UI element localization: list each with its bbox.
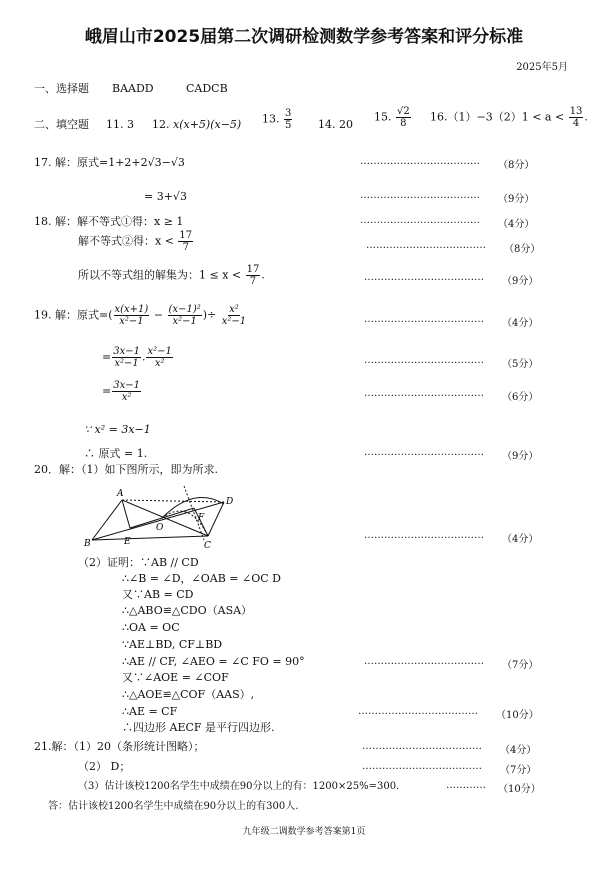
label-b: B xyxy=(84,539,91,548)
q19-line-4: ∵ x² = 3x−1 xyxy=(84,423,151,436)
q17-line-1: 17. 解：原式=1+2+2√3−√3 xyxy=(34,156,185,169)
date: 2025年5月 xyxy=(516,62,568,73)
q21-answer: 答：估计该校1200名学生中成绩在90分以上的有300人. xyxy=(48,801,299,812)
section-2-label: 二、填空题 xyxy=(34,118,89,131)
q20-proof-5: ∴OA = OC xyxy=(122,621,180,634)
score: （4分） xyxy=(502,534,539,545)
choice-answers-1: BAADD xyxy=(112,82,154,95)
label-o: O xyxy=(156,523,164,533)
score: （5分） xyxy=(502,359,539,370)
parallelogram-figure xyxy=(84,478,244,548)
score: （4分） xyxy=(498,219,535,230)
q19-line-3: = $\frac{3x-1}{\text{x²}}$ xyxy=(102,380,140,403)
dots: ……………………………… xyxy=(364,388,484,399)
dots: ……………………………… xyxy=(360,215,480,226)
dots: ……………………………… xyxy=(358,706,478,717)
score: （10分） xyxy=(498,784,541,795)
dots: ……………………………… xyxy=(362,761,482,772)
answer-15: 15. $\frac{√2}{8}$ xyxy=(374,106,410,129)
score: （8分） xyxy=(498,160,535,171)
dots: ……………………………… xyxy=(362,741,482,752)
q21-line-1: 21.解：（1）20（条形统计图略）； xyxy=(34,740,205,753)
choice-answers-2: CADCB xyxy=(186,82,228,95)
answer-13: 13. $\frac{3}{5}$ xyxy=(262,108,292,131)
score: （8分） xyxy=(504,244,541,255)
score: （9分） xyxy=(502,276,539,287)
answer-16: 16.（1）−3（2）1 < a < $\frac{13}{4}$ . xyxy=(430,106,588,129)
q20-line-1: 20．解：（1）如下图所示，即为所求. xyxy=(34,463,218,476)
dots: ……………………………… xyxy=(364,355,484,366)
dots: ……………………………… xyxy=(360,190,480,201)
score: （6分） xyxy=(502,392,539,403)
label-a: A xyxy=(117,489,124,499)
q20-proof-3: 又∵AB = CD xyxy=(122,588,194,601)
q19-line-1: 19. 解：原式=( $\frac{x(x+1)}{\text{x²−1}}$ − $\frac{\text{(x−1)²}}{\text{x²−1}}$ )÷ $\frac{\text{x²}}{\text{x²−1}}$ xyxy=(34,304,247,327)
q20-proof-10: ∴AE = CF xyxy=(122,705,178,718)
answer-14: 14. 20 xyxy=(318,118,353,131)
q20-proof-1: （2）证明：∵AB // CD xyxy=(78,556,199,569)
dots: ……………………………… xyxy=(364,447,484,458)
q18-line-1: 18. 解：解不等式①得：x ≥ 1 xyxy=(34,215,184,228)
dots: ………… xyxy=(446,780,486,791)
score: （4分） xyxy=(502,318,539,329)
q19-line-2: = $\frac{3x-1}{\text{x²−1}}$ . $\frac{\text{x²−1}}{\text{x²}}$ xyxy=(102,346,172,369)
page-title: 峨眉山市2025届第二次调研检测数学参考答案和评分标准 xyxy=(84,27,524,47)
q20-proof-2: ∴∠B = ∠D，∠OAB = ∠OC D xyxy=(122,572,281,585)
q20-proof-8: 又∵∠AOE = ∠COF xyxy=(122,671,229,684)
q21-line-2: （2） D； xyxy=(78,760,131,773)
q20-proof-4: ∴△ABO≌△CDO（ASA） xyxy=(122,604,253,617)
dots: ……………………………… xyxy=(364,530,484,541)
score: （7分） xyxy=(502,660,539,671)
page-footer: 九年级二调数学参考答案第1页 xyxy=(242,827,366,837)
q18-line-3: 所以不等式组的解集为：1 ≤ x < $\frac{17}{7}$ . xyxy=(78,264,265,287)
label-c: C xyxy=(204,541,211,548)
section-1-label: 一、选择题 xyxy=(34,82,89,95)
score: （9分） xyxy=(498,194,535,205)
dots: ……………………………… xyxy=(364,314,484,325)
q20-proof-11: ∴四边形 AECF 是平行四边形. xyxy=(122,721,275,734)
q20-proof-6: ∵AE⊥BD, CF⊥BD xyxy=(122,638,223,651)
dots: ……………………………… xyxy=(364,272,484,283)
answer-12: 12. x(x+5)(x−5) xyxy=(152,118,242,131)
q20-proof-7: ∴AE // CF, ∠AEO = ∠C FO = 90° xyxy=(122,655,305,668)
answer-11: 11. 3 xyxy=(106,118,134,131)
label-d: D xyxy=(226,497,234,507)
q17-line-2: = 3+√3 xyxy=(144,190,187,203)
score: （10分） xyxy=(496,710,539,721)
q21-line-3: （3）估计该校1200名学生中成绩在90分以上的有：1200×25%=300. xyxy=(78,781,400,792)
dots: ……………………………… xyxy=(366,240,486,251)
score: （4分） xyxy=(500,745,537,756)
dots: ……………………………… xyxy=(364,656,484,667)
label-e: E xyxy=(124,537,131,547)
q19-line-5: ∴ 原式 = 1. xyxy=(84,447,148,460)
score: （9分） xyxy=(502,451,539,462)
q20-proof-9: ∴△AOE≌△COF（AAS）, xyxy=(122,688,255,701)
q18-line-2: 解不等式②得：x < $\frac{17}{7}$ xyxy=(78,230,193,253)
score: （7分） xyxy=(500,765,537,776)
dots: ……………………………… xyxy=(360,156,480,167)
label-f: F xyxy=(198,513,205,523)
